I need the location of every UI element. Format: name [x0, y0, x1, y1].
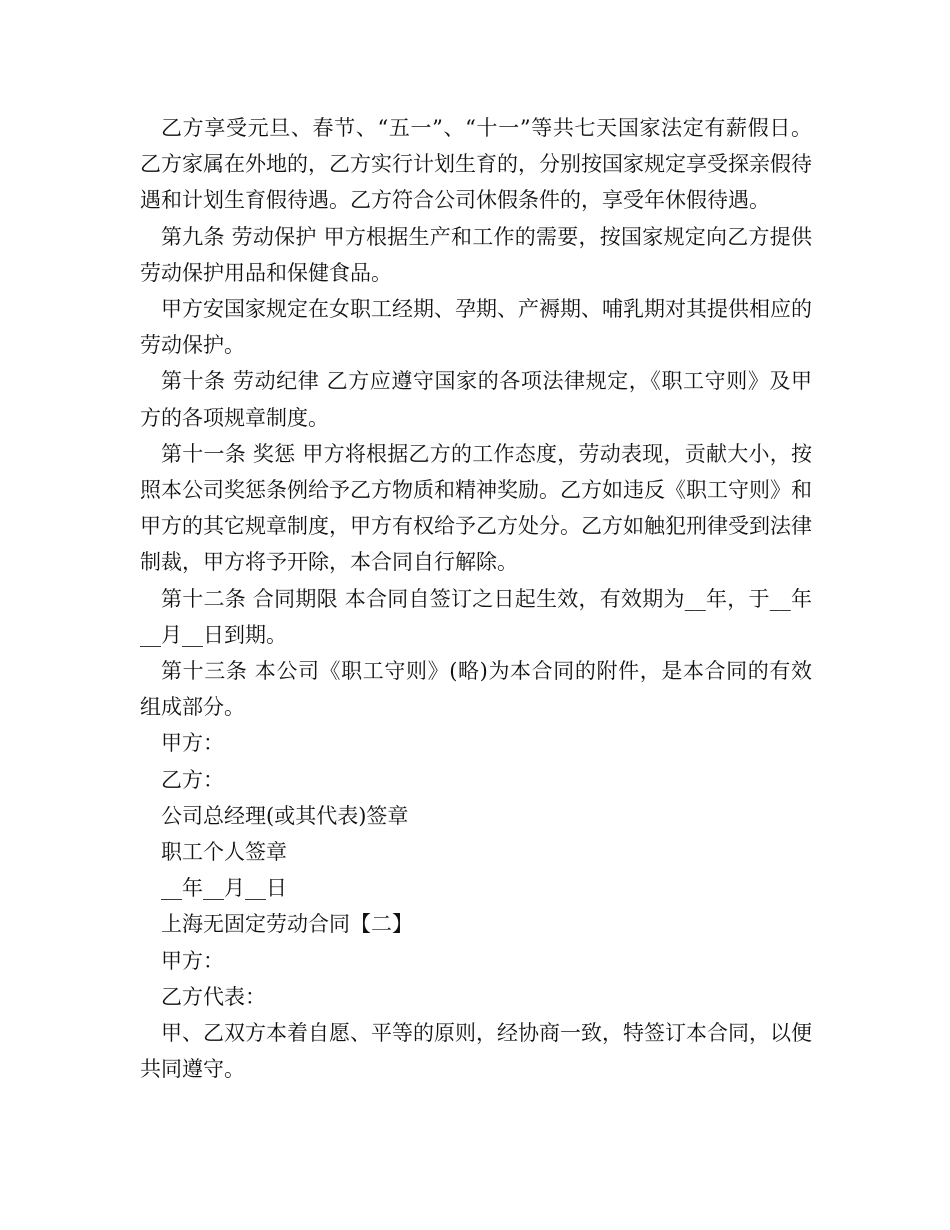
- manager-signature-line: 公司总经理(或其代表)签章: [161, 803, 409, 828]
- paragraph-female-protection: 甲方安国家规定在女职工经期、孕期、产褥期、哺乳期对其提供相应的劳动保护。: [140, 297, 812, 358]
- paragraph-article-11: 第十一条 奖惩 甲方将根据乙方的工作态度，劳动表现，贡献大小，按照本公司奖惩条例给予乙方物质和精神奖励。乙方如违反《职工守则》和甲方的其它规章制度，甲方有权给予乙方处分。乙方如触犯刑律受到法律制裁，甲方将予开除，本合同自行解除。: [140, 441, 812, 575]
- party-a-label-2: 甲方：: [161, 948, 224, 973]
- party-b-label: 乙方：: [161, 767, 224, 792]
- party-b-representative-label: 乙方代表：: [161, 984, 266, 1009]
- paragraph-article-10: 第十条 劳动纪律 乙方应遵守国家的各项法律规定，《职工守则》及甲方的各项规章制度。: [140, 369, 812, 430]
- paragraph-holidays: 乙方享受元旦、春节、“五一”、“十一”等共七天国家法定有薪假日。乙方家属在外地的，乙方实行计划生育的，分别按国家规定享受探亲假待遇和计划生育假待遇。乙方符合公司休假条件的，享受年休假待遇。: [140, 116, 812, 213]
- paragraph-preamble: 甲、乙双方本着自愿、平等的原则，经协商一致，特签订本合同，以便共同遵守。: [140, 1021, 812, 1082]
- paragraph-article-9: 第九条 劳动保护 甲方根据生产和工作的需要，按国家规定向乙方提供劳动保护用品和保健食品。: [140, 224, 812, 285]
- document-body: [140, 110, 812, 1087]
- employee-signature-line: 职工个人签章: [161, 840, 287, 865]
- date-line: __年__月__日: [161, 876, 287, 901]
- party-a-label: 甲方：: [161, 731, 224, 756]
- paragraph-article-13: 第十三条 本公司《职工守则》(略)为本合同的附件，是本合同的有效组成部分。: [140, 659, 812, 720]
- section-title-contract-2: 上海无固定劳动合同【二】: [161, 912, 413, 937]
- paragraph-article-12: 第十二条 合同期限 本合同自签订之日起生效，有效期为__年，于__年__月__日到期。: [140, 586, 812, 647]
